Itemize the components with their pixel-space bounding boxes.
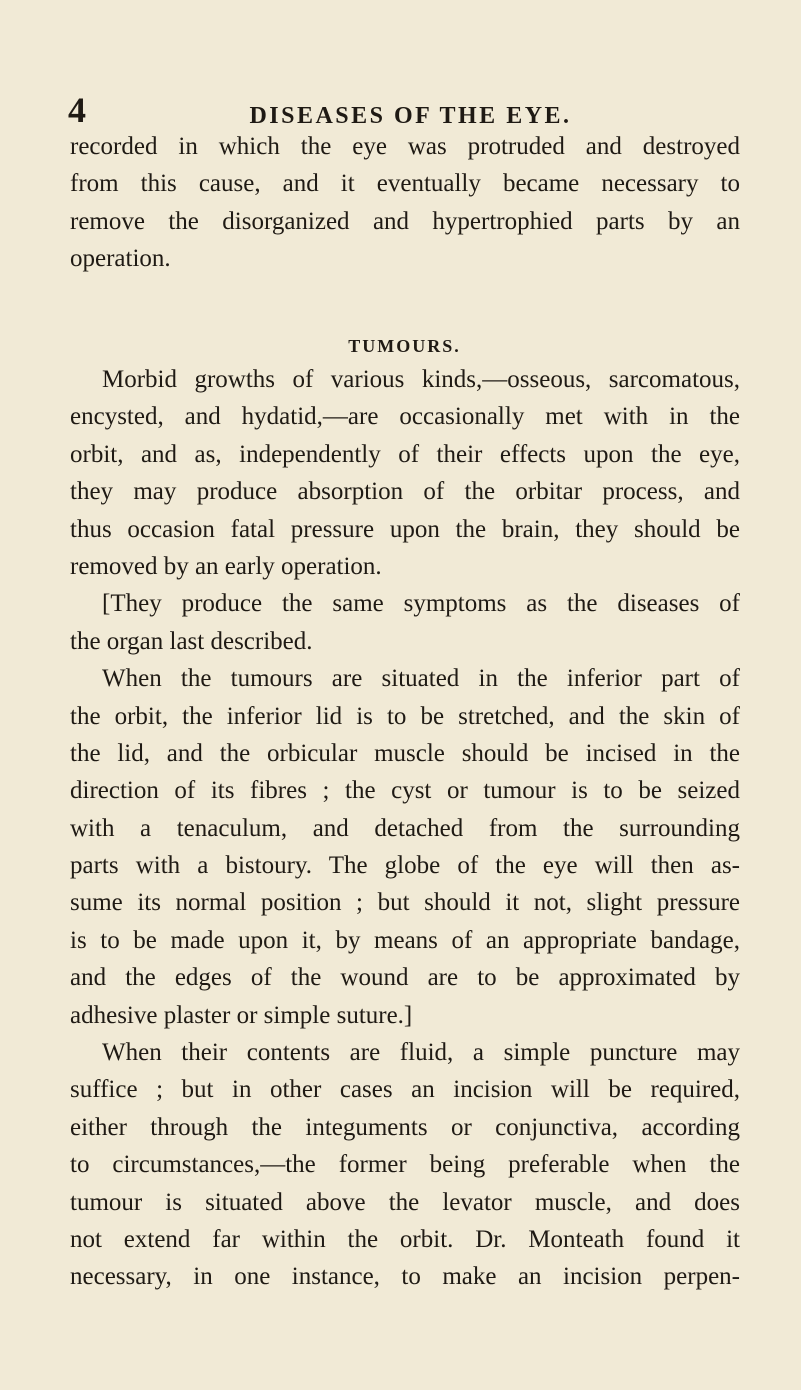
text-line: operation. bbox=[70, 245, 171, 273]
text-line: Morbid growths of various kinds,—osseous, sarcomatous, bbox=[102, 366, 740, 393]
text-line: suffice ; but in other cases an incision will be required, bbox=[70, 1076, 740, 1104]
text-line: thus occasion fatal pressure upon the brain, they should be bbox=[70, 515, 740, 543]
text-line: to circumstances,—the former being preferable when the bbox=[70, 1151, 740, 1179]
section-heading: TUMOURS. bbox=[348, 336, 461, 356]
text-line: parts with a bistoury. The globe of the eye will then as- bbox=[70, 852, 740, 880]
text-line: the organ last described. bbox=[70, 627, 313, 655]
text-line: from this cause, and it eventually became necessary to bbox=[70, 170, 740, 198]
text-line: the orbit, the inferior lid is to be stretched, and the skin of bbox=[70, 702, 740, 730]
text-line: orbit, and as, independently of their effects upon the eye, bbox=[70, 440, 740, 468]
running-head: DISEASES OF THE EYE. bbox=[249, 103, 572, 129]
text-line: remove the disorganized and hypertrophied parts by an bbox=[70, 207, 740, 235]
text-line: necessary, in one instance, to make an incision perpen- bbox=[70, 1263, 740, 1291]
text-line: not extend far within the orbit. Dr. Monteath found it bbox=[70, 1225, 740, 1253]
text-line: is to be made upon it, by means of an appropriate bandage, bbox=[70, 926, 740, 954]
text-line: encysted, and hydatid,—are occasionally met with in the bbox=[70, 403, 740, 431]
page-number: 4 bbox=[68, 90, 86, 130]
text-line: tumour is situated above the levator muscle, and does bbox=[70, 1188, 740, 1216]
text-line: sume its normal position ; but should it not, slight pressure bbox=[70, 889, 740, 917]
text-line: they may produce absorption of the orbitar process, and bbox=[70, 478, 740, 506]
text-line: direction of its fibres ; the cyst or tumour is to be seized bbox=[70, 777, 740, 805]
text-line: the lid, and the orbicular muscle should be incised in the bbox=[70, 739, 740, 767]
text-line: When the tumours are situated in the inferior part of bbox=[102, 665, 740, 693]
text-line: adhesive plaster or simple suture.] bbox=[70, 1001, 413, 1029]
text-line: [They produce the same symptoms as the diseases of bbox=[102, 590, 740, 618]
tumours-section-body bbox=[70, 361, 740, 1296]
text-line: with a tenaculum, and detached from the surrounding bbox=[70, 814, 740, 842]
text-line: and the edges of the wound are to be approximated by bbox=[70, 964, 740, 992]
text-line: When their contents are fluid, a simple puncture may bbox=[102, 1039, 740, 1067]
text-line: recorded in which the eye was protruded and destroyed bbox=[70, 133, 740, 160]
text-line: either through the integuments or conjunctiva, according bbox=[70, 1113, 740, 1141]
text-line: removed by an early operation. bbox=[70, 552, 382, 580]
intro-paragraph bbox=[70, 128, 740, 278]
